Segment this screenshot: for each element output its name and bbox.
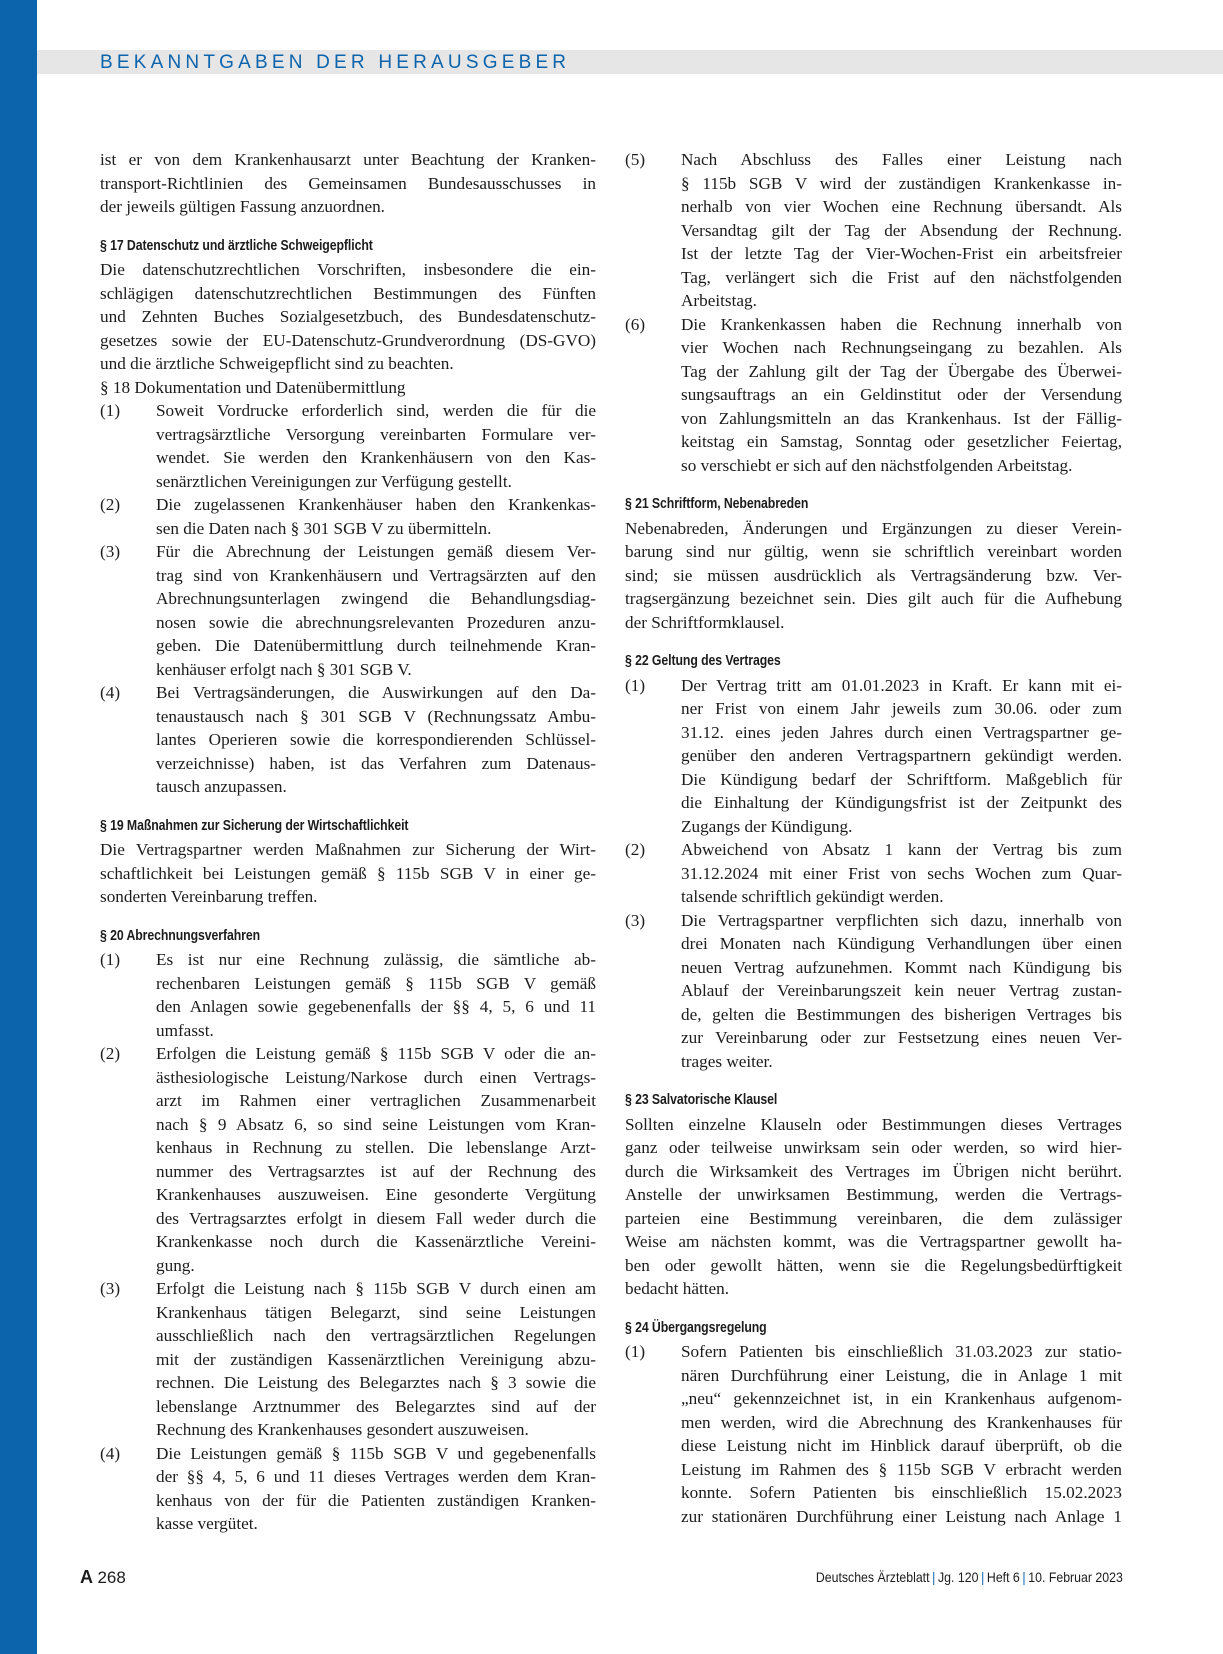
text-line: Bei Vertragsänderungen, die Auswirkungen auf den Da- [156,683,596,702]
text-line: 31.12. eines jeden Jahres durch einen Vertragspartner ge- [681,722,1122,742]
text-line: vertragsärztliche Versorgung vereinbarten Formulare ver- [156,424,596,444]
text-line: Die datenschutzrechtlichen Vorschriften, insbesondere die ein- [100,260,596,279]
numbered-paragraph [100,1042,596,1277]
text-line: drei Monaten nach Kündigung Verhandlungen über einen [681,934,1122,953]
paragraph-number: (3) [100,542,121,561]
text-line: kenhaus von der für die Patienten zuständigen Kranken- [156,1490,596,1510]
numbered-paragraph [100,1442,596,1536]
text-line: Die Vertragspartner verpflichten sich dazu, innerhalb von [681,910,1122,930]
text-line: bedacht hätten. [625,1279,730,1298]
section-heading: § 24 Übergangsregelung [625,1319,767,1336]
text-line: 31.12.2024 mit einer Frist von sechs Wochen zum Quar- [681,863,1122,883]
text-line: rechnen. Die Leistung des Belegarztes nach § 3 sowie die [156,1373,596,1392]
text-line: nach § 9 Absatz 6, so sind seine Leistungen vom Kran- [156,1114,596,1134]
text-line: men werden, wird die Abrechnung des Krankenhauses für [681,1412,1122,1432]
text-line: durch die Wirksamkeit des Vertrages im Übrigen nicht berührt. [625,1161,1122,1181]
text-line: Zugangs der Kündigung. [681,816,853,836]
footer-separator: | [932,1569,936,1585]
text-line: Soweit Vordrucke erforderlich sind, werden die für die [156,401,596,420]
paragraph-body [156,1042,596,1277]
text-line: Ist der letzte Tag der Vier-Wochen-Frist ein arbeitsfreier [681,244,1122,263]
text-line: senärztlichen Vereinigungen zur Verfügung gestellt. [156,471,512,491]
text-line: Krankenkasse noch durch die Kassenärztliche Vereini- [156,1232,596,1251]
text-line: trages weiter. [681,1051,773,1071]
numbered-paragraph [100,493,596,540]
text-line: tausch anzupassen. [156,777,287,796]
text-line: kasse vergütet. [156,1514,258,1533]
text-line: und die ärztliche Schweigepflicht sind zu beachten. [100,354,454,373]
paragraph-number: (1) [100,950,121,969]
text-line: keitstag ein Samstag, Sonntag oder gesetzlicher Feiertag, [681,432,1122,451]
paragraph-body [156,493,596,540]
paragraph-number: (1) [625,1342,646,1361]
text-line: Leistung im Rahmen des § 115b SGB V erbracht werden [681,1459,1122,1479]
text-line: Tag der Zahlung gilt der Tag der Übergabe des Überwei- [681,361,1122,381]
text-line: so verschiebt er sich auf den nächstfolgenden Arbeitstag. [681,455,1073,475]
paragraph-body [681,674,1122,839]
paragraph-body [156,1442,596,1536]
paragraph-number: (2) [625,840,646,859]
paragraph-number: (6) [625,314,646,334]
text-line: konnte. Sofern Patienten bis einschließlich 15.02.2023 [681,1483,1122,1502]
paragraph-body [156,540,596,681]
text-line: Tag, verlängert sich die Frist auf den nächstfolgenden [681,267,1122,287]
journal-issue: Heft 6 [987,1569,1020,1585]
text-line: zur stationären Durchführung einer Leistung nach Anlage 1 [681,1506,1122,1526]
text-line: des Vertragsarztes erfolgt in diesem Fall weder durch die [156,1208,596,1228]
text-line: Nach Abschluss des Falles einer Leistung nach [681,150,1122,169]
text-line: genüber den anderen Vertragspartnern gekündigt werden. [681,746,1122,765]
text-line: Nebenabreden, Änderungen und Ergänzungen zu dieser Verein- [625,518,1122,538]
text-line: Die Krankenkassen haben die Rechnung innerhalb von [681,314,1122,334]
text-line: „neu“ gekennzeichnet ist, in ein Krankenhaus aufgenom- [681,1389,1122,1408]
paragraph-body [156,681,596,799]
section-heading: § 20 Abrechnungsverfahren [100,927,261,944]
text-line: Sofern Patienten bis einschließlich 31.03.2023 zur statio- [681,1342,1122,1361]
section-heading: § 17 Datenschutz und ärztliche Schweigepflicht [100,237,373,254]
text-line: gung. [156,1255,195,1275]
paragraph-number: (4) [100,683,121,702]
journal-date: 10. Februar 2023 [1028,1569,1123,1585]
numbered-paragraph [625,674,1122,839]
text-line: tenaustausch nach § 301 SGB V (Rechnungssatz Ambu- [156,706,596,726]
numbered-paragraph [100,399,596,493]
paragraph-number: (4) [100,1443,121,1463]
numbered-paragraph [100,540,596,681]
text-line: tragsergänzung bezeichnet sein. Dies gilt auch für die Aufhebung [625,589,1122,608]
paragraph-body [681,313,1122,478]
paragraph-body [681,909,1122,1074]
text-line: den Anlagen sowie gegebenenfalls der §§ 4, 5, 6 und 11 [156,997,596,1016]
text-line: neuen Vertrag aufzunehmen. Kommt nach Kündigung bis [681,957,1122,977]
text-line: Rechnung des Krankenhauses gesondert auszuweisen. [156,1420,529,1439]
paragraph-gap [625,477,1122,493]
text-line: ben oder gewollt hätten, wenn sie die Regelungsbedürftigkeit [625,1255,1122,1275]
page-number: 268 [97,1568,126,1587]
text-line: schaftlichkeit bei Leistungen gemäß § 115b SGB V in einer ge- [100,863,596,883]
text-line: der jeweils gültigen Fassung anzuordnen. [100,197,385,216]
text-line: umfasst. [156,1020,214,1040]
section-header-title: BEKANNTGABEN DER HERAUSGEBER [100,52,571,73]
numbered-paragraph [625,838,1122,909]
text-line: Weise am nächsten kommt, was die Vertragspartner gewollt ha- [625,1232,1122,1251]
text-line: Versandtag gilt der Tag der Absendung der Rechnung. [681,220,1122,240]
text-line: Die Kündigung bedarf der Schriftform. Maßgeblich für [681,769,1122,789]
text-line: geben. Die Datenübermittlung durch teilnehmende Kran- [156,636,596,655]
text-line: diese Leistung nicht im Hinblick darauf überprüft, ob die [681,1436,1122,1455]
text-line: sen die Daten nach § 301 SGB V zu übermitteln. [156,518,492,538]
paragraph-number: (2) [100,1044,121,1063]
journal-name: Deutsches Ärzteblatt [816,1569,930,1585]
text-line: und Zehnten Buches Sozialgesetzbuch, des Bundesdatenschutz- [100,307,596,326]
text-line: ner Frist von einem Jahr jeweils zum 30.06. oder zum [681,699,1122,718]
section-heading: § 21 Schriftform, Nebenabreden [625,496,809,512]
text-line: transport-Richtlinien des Gemeinsamen Bundesausschusses in [100,173,596,193]
paragraph-body [156,399,596,493]
text-line: Abweichend von Absatz 1 kann der Vertrag bis zum [681,840,1122,859]
text-line: Die zugelassenen Krankenhäuser haben den Krankenkas- [156,495,596,514]
text-line: § 18 Dokumentation und Datenübermittlung [100,377,406,397]
text-line: Erfolgen die Leistung gemäß § 115b SGB V oder die an- [156,1044,596,1063]
footer-separator: | [1022,1569,1026,1585]
text-line: der Schriftformklausel. [625,612,785,632]
numbered-paragraph [625,909,1122,1074]
paragraph-body [156,1277,596,1442]
text-line: lebenslange Arztnummer des Belegarztes sind auf der [156,1396,596,1416]
section-heading: § 23 Salvatorische Klausel [625,1092,778,1108]
text-line: parteien eine Bestimmung vereinbaren, die dem zulässiger [625,1208,1122,1228]
text-line: Abrechnungsunterlagen zwingend die Behandlungsdiag- [156,589,596,608]
text-line: der §§ 4, 5, 6 und 11 dieses Vertrages werden dem Kran- [156,1467,596,1486]
paragraph-number: (3) [625,910,646,930]
section-heading: § 19 Maßnahmen zur Sicherung der Wirtschaftlichkeit [100,817,409,834]
footer-separator: | [981,1569,985,1585]
paragraph-number: (1) [625,675,646,695]
text-line: Der Vertrag tritt am 01.01.2023 in Kraft. Er kann mit ei- [681,675,1122,695]
text-line: ist er von dem Krankenhausarzt unter Beachtung der Kranken- [100,150,596,169]
numbered-paragraph [100,1277,596,1442]
text-line: Arbeitstag. [681,291,757,310]
paragraph-body [681,148,1122,313]
paragraph-gap [100,799,596,815]
text-line: nosen sowie die abrechnungsrelevanten Prozeduren anzu- [156,612,596,632]
paragraph-gap [100,219,596,235]
left-text-column [100,148,596,1536]
paragraph-gap [100,909,596,925]
text-line: talsende schriftlich gekündigt werden. [681,887,944,906]
text-line: sind; sie müssen ausdrücklich als Vertragsänderung bzw. Ver- [625,565,1122,585]
side-color-bar [0,0,37,1654]
text-line: trag sind von Krankenhäusern und Vertragsärzten auf den [156,565,596,585]
text-line: de, gelten die Bestimmungen des bisherigen Vertrages bis [681,1004,1122,1024]
paragraph-gap [625,1301,1122,1317]
numbered-paragraph [100,948,596,1042]
text-line: nerhalb von vier Wochen eine Rechnung übersandt. Als [681,197,1122,216]
text-line: nären Durchführung einer Leistung, die in Anlage 1 mit [681,1365,1122,1385]
text-line: sungsauftrags an ein Geldinstitut oder der Versendung [681,385,1122,404]
text-line: die Einhaltung der Kündigungsfrist ist der Zeitpunkt des [681,793,1122,812]
numbered-paragraph [625,313,1122,478]
page-number-footer [80,1564,126,1590]
paragraph-gap [625,1073,1122,1089]
text-line: Erfolgt die Leistung nach § 115b SGB V durch einen am [156,1279,596,1298]
text-line: nummer des Vertragsarztes ist auf der Rechnung des [156,1161,596,1181]
numbered-paragraph [625,148,1122,313]
paragraph-number: (1) [100,401,121,420]
paragraph-body [681,1340,1122,1528]
text-line: ästhesiologische Leistung/Narkose durch einen Vertrags- [156,1067,596,1087]
text-line: schlägigen datenschutzrechtlichen Bestimmungen des Fünften [100,283,596,303]
page-letter: A [80,1567,93,1587]
numbered-paragraph [625,1340,1122,1528]
text-line: Anstelle der unwirksamen Bestimmung, werden die Vertrags- [625,1185,1122,1204]
text-line: kenhäuser erfolgt nach § 301 SGB V. [156,659,412,679]
text-line: Ablauf der Vereinbarungszeit kein neuer Vertrag zustan- [681,981,1122,1000]
text-line: Krankenhauses auszuweisen. Eine gesonderte Vergütung [156,1185,596,1204]
numbered-paragraph [100,681,596,799]
journal-volume: Jg. 120 [938,1569,979,1585]
right-text-column [625,148,1122,1528]
text-line: Krankenhaus tätigen Belegarzt, sind seine Leistungen [156,1302,596,1322]
text-line: Die Vertragspartner werden Maßnahmen zur Sicherung der Wirt- [100,840,596,859]
text-line: § 115b SGB V wird der zuständigen Krankenkasse in- [681,173,1122,193]
journal-footer [816,1564,1123,1590]
paragraph-number: (3) [100,1279,121,1298]
paragraph-number: (2) [100,495,121,514]
paragraph-gap [625,634,1122,650]
text-line: arzt im Rahmen einer vertraglichen Zusammenarbeit [156,1091,596,1110]
text-line: Die Leistungen gemäß § 115b SGB V und gegebenenfalls [156,1443,596,1463]
text-line: verzeichnisse) haben, ist das Verfahren zum Datenaus- [156,753,596,773]
text-line: zur Vereinbarung oder zur Festsetzung eines neuen Ver- [681,1028,1122,1047]
text-line: Es ist nur eine Rechnung zulässig, die sämtliche ab- [156,950,596,969]
text-line: sonderten Vereinbarung treffen. [100,887,318,906]
text-line: gesetzes sowie der EU-Datenschutz-Grundverordnung (DS-GVO) [100,330,596,350]
paragraph-body [681,838,1122,909]
text-line: lantes Operieren sowie die korrespondierenden Schlüssel- [156,730,596,749]
text-line: vier Wochen nach Rechnungseingang zu bezahlen. Als [681,338,1122,357]
paragraph-number: (5) [625,150,646,169]
text-line: von Zahlungsmitteln an das Krankenhaus. Ist der Fällig- [681,408,1122,428]
text-line: barung sind nur gültig, wenn sie schriftlich vereinbart worden [625,542,1122,561]
text-line: kenhaus in Rechnung zu stellen. Die lebenslange Arzt- [156,1138,596,1157]
text-line: Für die Abrechnung der Leistungen gemäß diesem Ver- [156,542,596,561]
text-line: mit der zuständigen Kassenärztlichen Vereinigung abzu- [156,1349,596,1369]
text-line: ausschließlich nach den vertragsärztlichen Regelungen [156,1326,596,1345]
text-line: rechenbaren Leistungen gemäß § 115b SGB V gemäß [156,973,596,993]
text-line: ganz oder teilweise unwirksam sein oder werden, so wird hier- [625,1138,1122,1157]
text-line: Sollten einzelne Klauseln oder Bestimmungen dieses Vertrages [625,1114,1122,1134]
text-line: wendet. Sie werden den Krankenhäusern von den Kas- [156,448,596,467]
paragraph-body [156,948,596,1042]
section-heading: § 22 Geltung des Vertrages [625,653,781,669]
